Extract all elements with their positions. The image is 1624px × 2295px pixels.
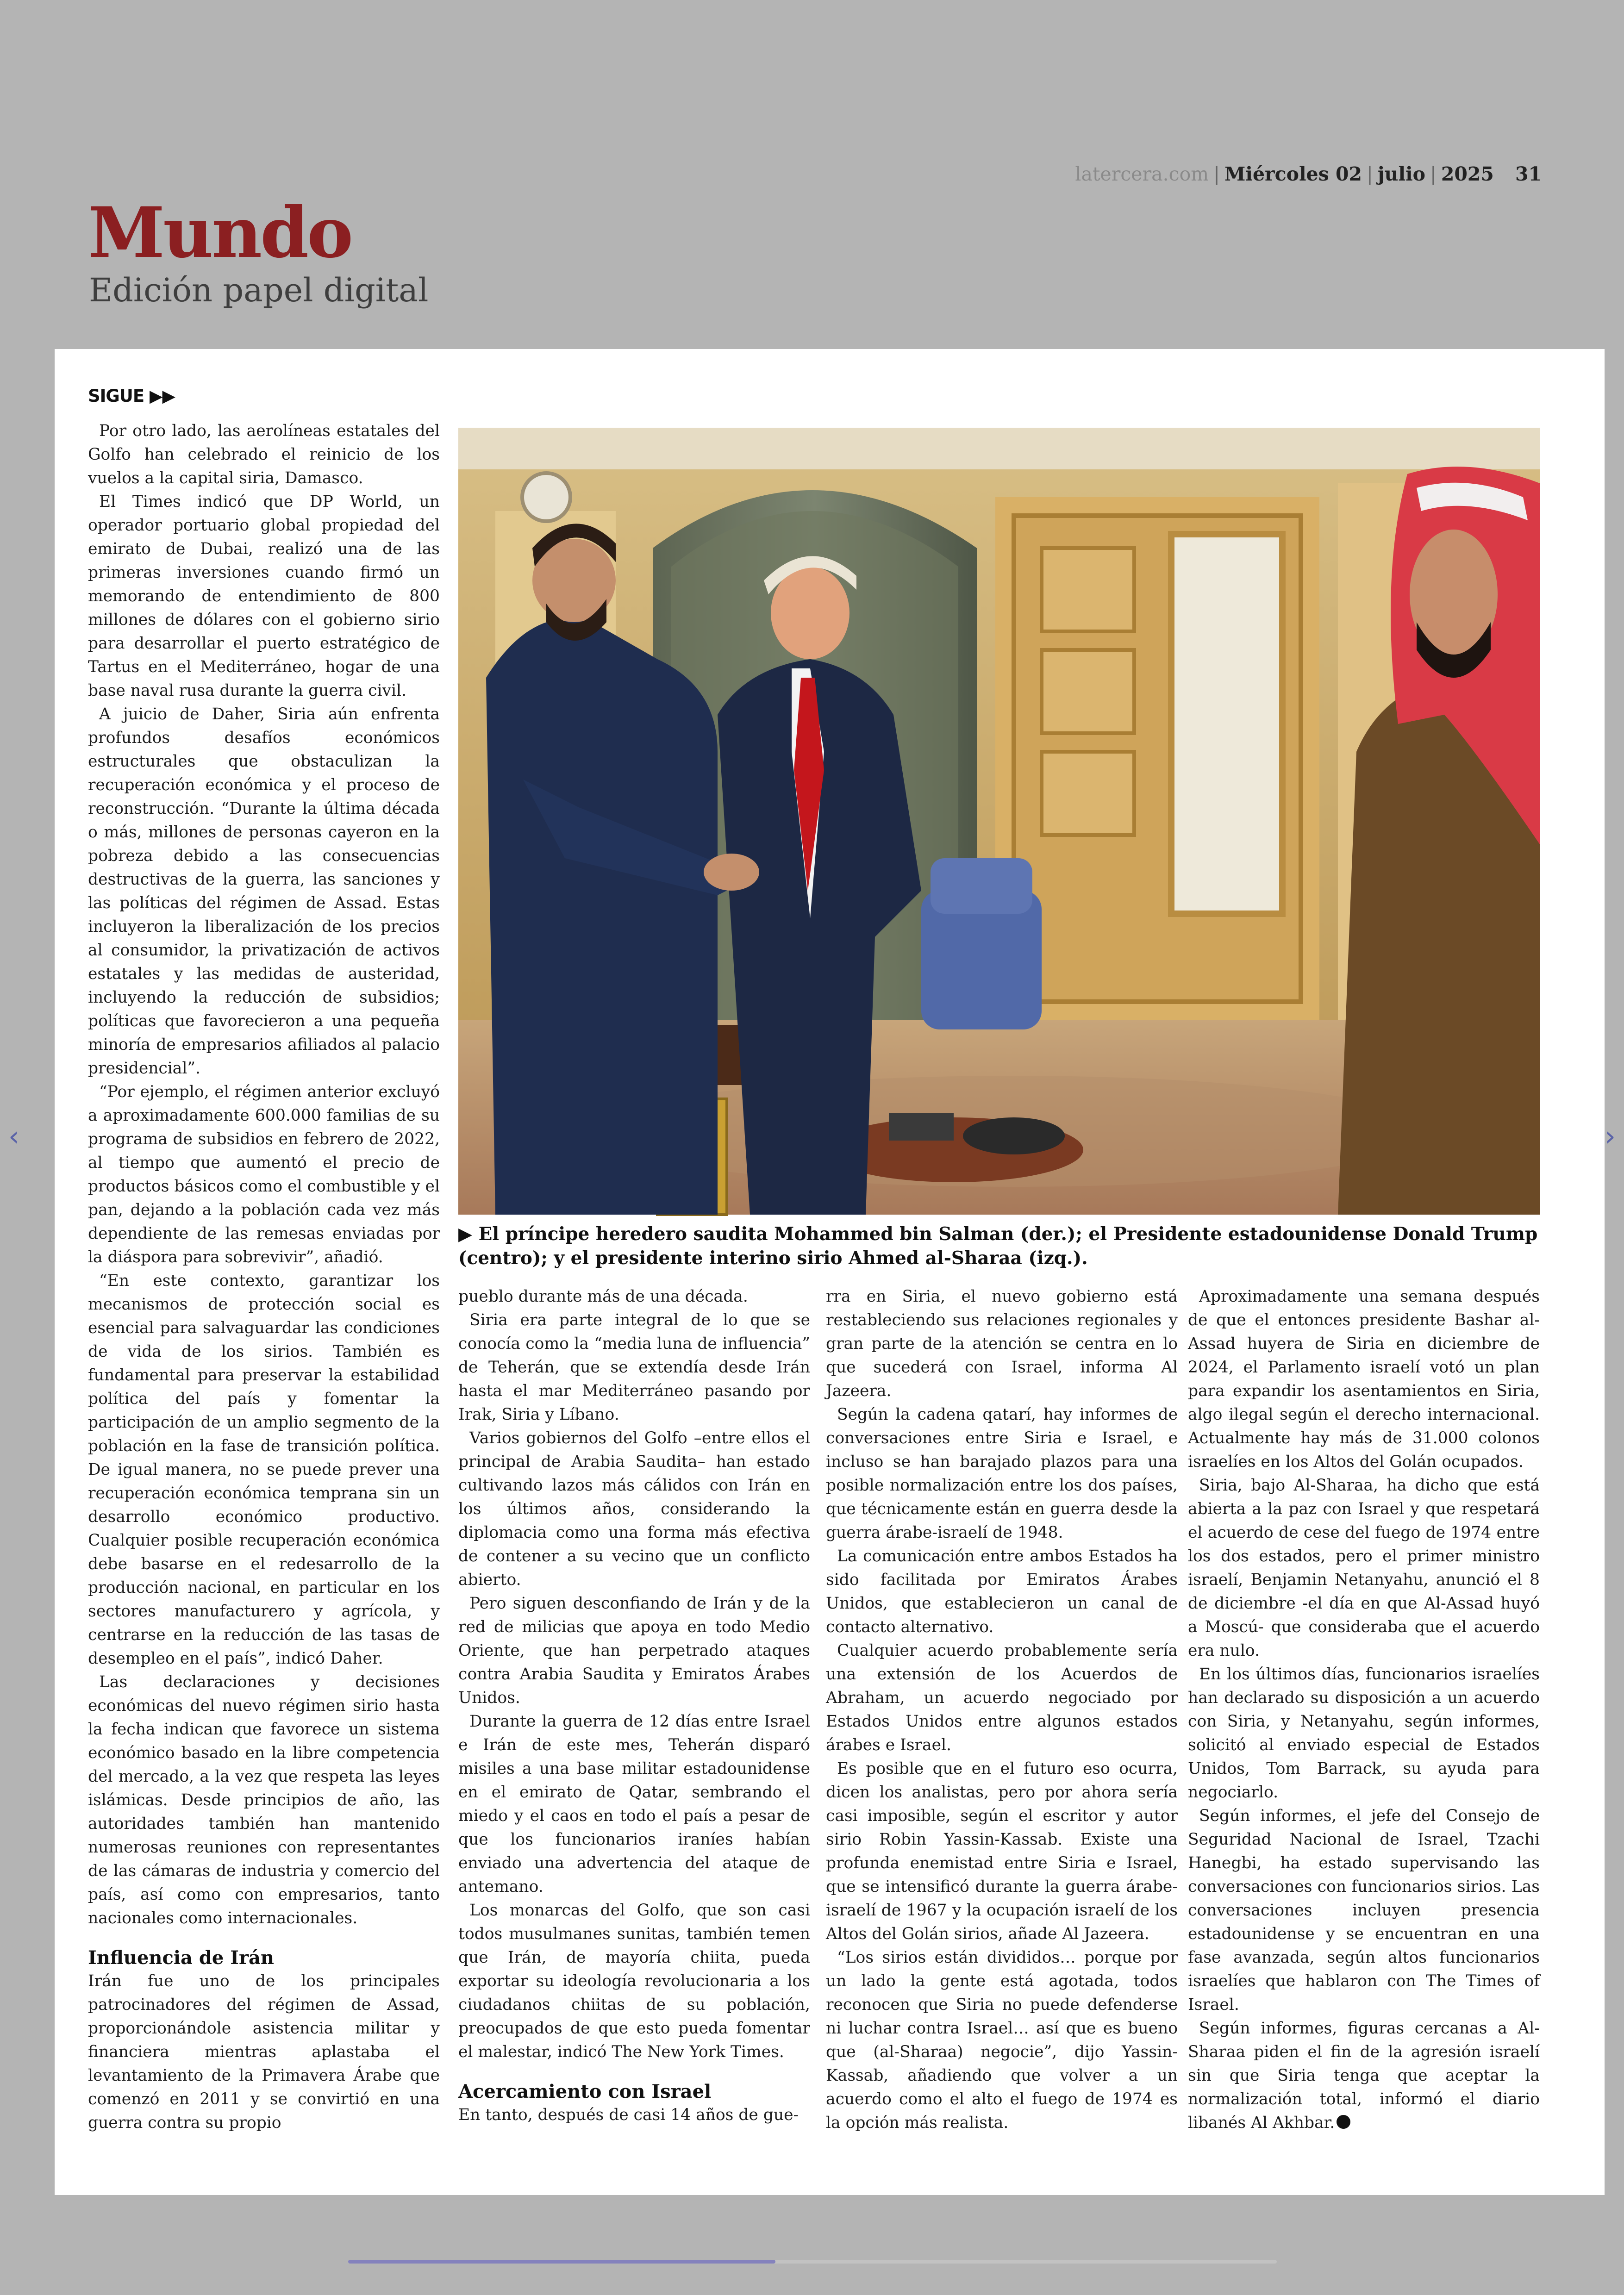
last-paragraph-text: Según informes, figuras cercanas a Al-Sharaa piden el fin de la agresión israelí sin que Siria tenga que aceptar la normalización total, informó el diario libanés Al Akhbar. [1188, 2019, 1540, 2132]
page-number: 31 [1515, 163, 1542, 185]
continued-label: SIGUE ▶▶ [88, 386, 175, 406]
subheading-israel: Acercamiento con Israel [458, 2081, 712, 2102]
paragraph: A juicio de Daher, Siria aún enfrenta profundos desafíos económicos estructurales que obstaculizan la recuperación económica y el proceso de reconstrucción. “Durante la última década o más, millones de personas cayeron en la pobreza debido a las consecuencias destructivas de la guerra, las sanciones y las políticas del régimen de Assad. Estas incluyeron la liberalización de los precios al consumidor, la privatización de activos estatales y las medidas de austeridad, incluyendo la reducción de subsidios; políticas que favorecieron a una pequeña minoría de empresarios afiliados al palacio presidencial”. [88, 705, 440, 1078]
subheading-iran: Influencia de Irán [88, 1947, 275, 1969]
separator: | [1213, 163, 1220, 185]
masthead-meta [1075, 163, 1542, 185]
paragraph: Las declaraciones y decisiones económicas del nuevo régimen sirio hasta la fecha indican que favorece un sistema económico basado en la libre competencia del mercado, a la vez que respeta las leyes islámicas. Desde principios de año, las autoridades también han mantenido numerosas reuniones con representantes de las cámaras de industria y comercio del país, así como con empresarios, tanto nacionales como internacionales. [88, 1673, 440, 1927]
photo-illustration [458, 428, 1540, 1215]
article-column-1 [88, 419, 440, 2132]
paragraph: Pero siguen desconfiando de Irán y de la red de milicias que apoya en todo Medio Oriente, que han perpetrado ataques contra Arabia Saudita y Emiratos Árabes Unidos. [458, 1594, 810, 1707]
paragraph: rra en Siria, el nuevo gobierno está restableciendo sus relaciones regionales y gran parte de la atención se centra en lo que sucederá con Israel, informa Al Jazeera. [826, 1287, 1178, 1400]
paragraph: pueblo durante más de una década. [458, 1287, 748, 1306]
news-photo [458, 428, 1540, 1215]
paragraph: “En este contexto, garantizar los mecanismos de protección social es esencial para salvaguardar las condiciones de vida de los sirios. También es fundamental para preservar la estabilidad política del país y fomentar la participación de un amplio segmento de la población en la fase de transición política. De igual manera, no se puede prever una recuperación económica temprana sin un desarrollo económico productivo. Cualquier posible recuperación económica debe basarse en el redesarrollo de la producción nacional, en particular en los sectores manufacturero y agrícola, y centrarse en la reducción de las tasas de desempleo en el país”, indicó Daher. [88, 1272, 440, 1668]
paragraph: Siria, bajo Al-Sharaa, ha dicho que está abierta a la paz con Israel y que respetará el acuerdo de cese del fuego de 1974 entre los dos estados, pero el primer ministro israelí, Benjamin Netanyahu, anunció el 8 de diciembre -el día en que Al-Assad huyó a Moscú- que consideraba que el acuerdo era nulo. [1188, 1476, 1540, 1660]
paragraph: El Times indicó que DP World, un operador portuario global propiedad del emirato de Dubai, realizó una de las primeras inversiones cuando firmó un memorando de entendimiento de 800 millones de dólares con el gobierno sirio para desarrollar el puerto estratégico de Tartus en el Mediterráneo, hogar de una base naval rusa durante la guerra civil. [88, 493, 440, 700]
photo-caption: ▶ El príncipe heredero saudita Mohammed bin Salman (der.); el Presidente estadounidense Donald Trump (centro); y el presidente interino sirio Ahmed al-Sharaa (izq.). [458, 1223, 1538, 1269]
paragraph: Irán fue uno de los principales patrocinadores del régimen de Assad, proporcionándole asistencia militar y financiera mientras aplastaba el levantamiento de la Primavera Árabe que comenzó en 2011 y se convirtió en una guerra contra su propio [88, 1972, 440, 2132]
article-page [55, 349, 1605, 2195]
previous-page-button[interactable] [8, 1120, 19, 1153]
paragraph: Según la cadena qatarí, hay informes de conversaciones entre Siria e Israel, e incluso se han barajado plazos para una posible normalización entre los dos países, que técnicamente están en guerra desde la guerra árabe-israelí de 1948. [826, 1405, 1178, 1542]
paragraph: En tanto, después de casi 14 años de gue- [458, 2106, 799, 2124]
paragraph: Los monarcas del Golfo, que son casi todos musulmanes sunitas, también temen que Irán, de mayoría chiita, pueda exportar su ideología revolucionaria a los ciudadanos chiitas de su población, preocupados de que esto pueda fomentar el malestar, indicó The New York Times. [458, 1901, 810, 2061]
paragraph: Durante la guerra de 12 días entre Israel e Irán de este mes, Teherán disparó misiles a una base militar estadounidense en el emirato de Qatar, sembrando el miedo y el caos en todo el país a pesar de que los funcionarios iraníes habían enviado una advertencia del ataque de antemano. [458, 1712, 810, 1896]
next-page-button[interactable] [1605, 1120, 1616, 1153]
paragraph: “Por ejemplo, el régimen anterior excluyó a aproximadamente 600.000 familias de su programa de subsidios en febrero de 2022, al tiempo que aumentó el precio de productos básicos como el combustible y el pan, dejando a la población cada vez más dependiente de las remesas enviadas por la diáspora para sobrevivir”, añadió. [88, 1083, 440, 1266]
paragraph: La comunicación entre ambos Estados ha sido facilitada por Emiratos Árabes Unidos, que establecieron un canal de contacto alternativo. [826, 1547, 1178, 1636]
paragraph: “Los sirios están divididos… porque por un lado la gente está agotada, todos reconocen que Siria no puede defenderse ni luchar contra Israel… así que es bueno que (al-Sharaa) negocie”, dijo Yassin-Kassab, añadiendo que volver a un acuerdo como el alto el fuego de 1974 es la opción más realista. [826, 1948, 1178, 2132]
chevron-right-icon: › [1605, 1120, 1616, 1153]
section-title: Mundo [88, 192, 352, 274]
date-month: julio [1377, 163, 1425, 185]
page-header [0, 0, 1624, 352]
paragraph: Es posible que en el futuro eso ocurra, dicen los analistas, pero por ahora sería casi imposible, según el escritor y autor sirio Robin Yassin-Kassab. Existe una profunda enemistad entre Siria e Israel, que se intensificó durante la guerra árabe-israelí de 1967 y la ocupación israelí de los Altos del Golán sirios, añade Al Jazeera. [826, 1759, 1178, 1943]
article-column-3 [826, 1285, 1178, 2132]
paragraph: Por otro lado, las aerolíneas estatales del Golfo han celebrado el reinicio de los vuelos a la capital siria, Damasco. [88, 422, 440, 487]
paragraph: Aproximadamente una semana después de que el entonces presidente Bashar al-Assad huyera de Siria en diciembre de 2024, el Parlamento israelí votó un plan para expandir los asentamientos en Siria, algo ilegal según el derecho internacional. Actualmente hay más de 31.000 colonos israelíes en los Altos del Golán ocupados. [1188, 1287, 1540, 1471]
article-column-2 [458, 1285, 810, 2124]
site-name: latercera.com [1075, 163, 1209, 185]
section-subtitle: Edición papel digital [89, 271, 429, 309]
paragraph: Siria era parte integral de lo que se conocía como la “media luna de influencia” de Teherán, que se extendía desde Irán hasta el mar Mediterráneo pasando por Irak, Siria y Líbano. [458, 1311, 810, 1424]
paragraph: Varios gobiernos del Golfo –entre ellos el principal de Arabia Saudita– han estado cultivando lazos más cálidos con Irán en los últimos años, considerando la diplomacia como una forma más efectiva de contener a su vecino que un conflicto abierto. [458, 1429, 810, 1589]
date-year: 2025 [1441, 163, 1494, 185]
paragraph: Cualquier acuerdo probablemente sería una extensión de los Acuerdos de Abraham, un acuerdo negociado por Estados Unidos entre algunos estados árabes e Israel. [826, 1641, 1178, 1754]
reading-progress-bar[interactable] [348, 2260, 1277, 2264]
separator: | [1430, 163, 1437, 185]
date-day: Miércoles 02 [1224, 163, 1362, 185]
end-of-article-icon [1337, 2115, 1350, 2129]
paragraph: Según informes, el jefe del Consejo de Seguridad Nacional de Israel, Tzachi Hanegbi, ha estado supervisando las conversaciones con funcionarios sirios. Las conversaciones incluyen presencia estadounidense y se encuentran en una fase avanzada, según altos funcionarios israelíes que hablaron con The Times of Israel. [1188, 1807, 1540, 2014]
paragraph-last [1188, 2017, 1540, 2135]
reading-progress-fill [348, 2260, 775, 2264]
article-column-4 [1188, 1285, 1540, 2132]
separator: | [1367, 163, 1373, 185]
chevron-left-icon: ‹ [8, 1120, 19, 1153]
paragraph: En los últimos días, funcionarios israelíes han declarado su disposición a un acuerdo con Siria, y Netanyahu, según informes, solicitó al enviado especial de Estados Unidos, Tom Barrack, su ayuda para negociarlo. [1188, 1665, 1540, 1802]
